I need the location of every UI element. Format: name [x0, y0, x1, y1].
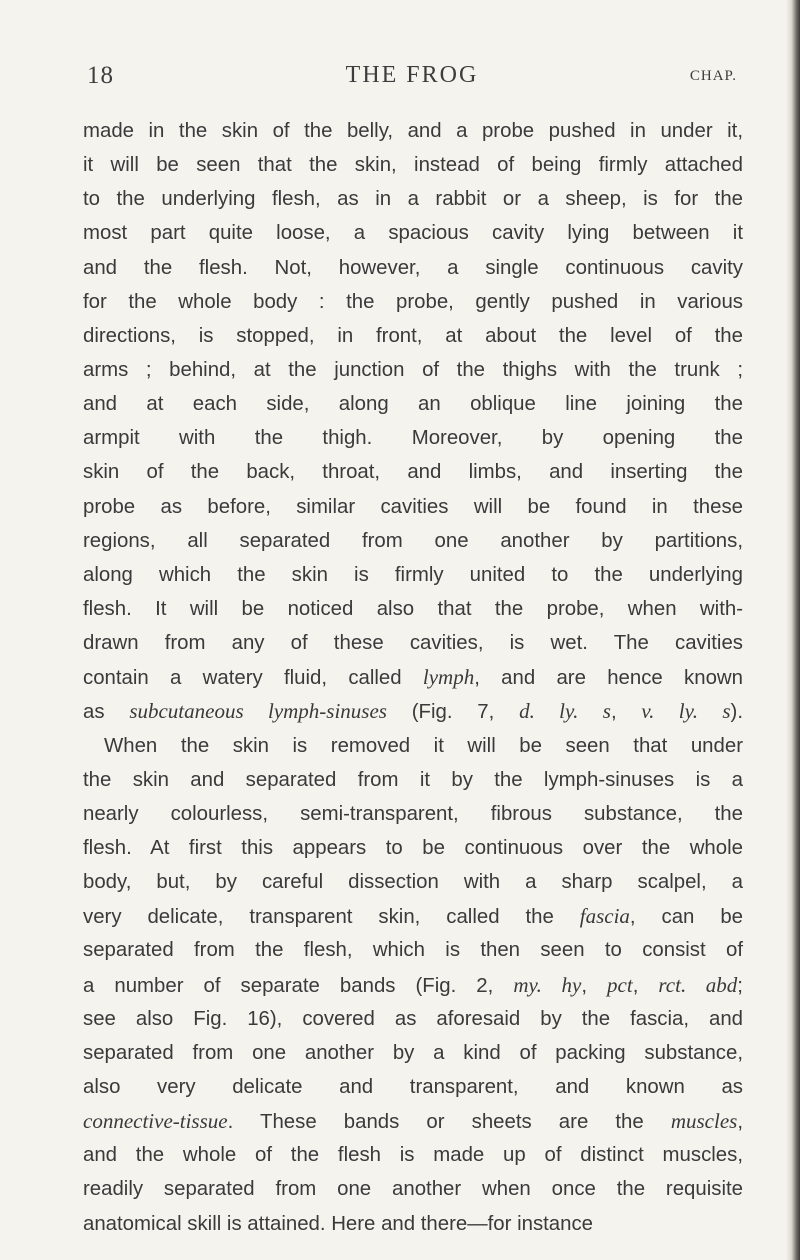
text-run: and the flesh. Not, however, a single continuous cavity [83, 256, 743, 279]
text-line [83, 933, 743, 967]
italic-term: lymph [422, 665, 475, 690]
text-line [83, 455, 743, 489]
italic-term: muscles [670, 1109, 738, 1134]
text-run: armpit with the thigh. Moreover, by opening the [83, 427, 743, 450]
text-run: flesh. It will be noticed also that the probe, when with- [83, 597, 743, 620]
text-line [83, 251, 743, 285]
text-line [83, 1036, 743, 1070]
italic-term: my. hy [513, 972, 582, 997]
text-line [83, 831, 743, 865]
text-line [83, 216, 743, 250]
running-title: THE FROG [345, 62, 479, 88]
italic-term: pct [607, 972, 633, 997]
page-header [87, 62, 737, 102]
text-line [83, 558, 743, 592]
text-run: separated from one another by a kind of packing substance, [83, 1041, 743, 1064]
text-line [83, 1207, 743, 1241]
text-run: a number of separate bands (Fig. 2, [83, 974, 514, 997]
text-run: regions, all separated from one another by partitions, [83, 529, 743, 552]
text-line [83, 660, 743, 694]
text-run: , [581, 974, 608, 997]
text-run: probe as before, similar cavities will be found in these [83, 495, 743, 518]
text-line [83, 1172, 743, 1206]
text-run: separated from the flesh, which is then seen to consist of [83, 939, 743, 962]
text-run: along which the skin is firmly united to the underlying [83, 563, 743, 586]
text-run: ). [730, 701, 743, 724]
text-line [83, 694, 743, 728]
text-line [83, 763, 743, 797]
page-edge-shadow [786, 0, 800, 1260]
text-run: contain a watery fluid, called [83, 667, 423, 690]
italic-term: connective-tissue [83, 1109, 228, 1134]
italic-term: d. ly. s [519, 699, 611, 724]
text-run: flesh. At first this appears to be continuous over the whole [83, 836, 743, 859]
text-run: see also Fig. 16), covered as aforesaid by the fascia, and [83, 1007, 743, 1030]
italic-term: subcutaneous lymph-sinuses [129, 699, 387, 724]
text-line [83, 421, 743, 455]
italic-term: fascia [579, 904, 630, 929]
text-run: the skin and separated from it by the lymph-sinuses is a [83, 768, 743, 791]
text-run: , [610, 701, 642, 724]
text-line [83, 797, 743, 831]
text-line [83, 285, 743, 319]
text-run: When the skin is removed it will be seen that under [104, 734, 743, 757]
text-run: body, but, by careful dissection with a sharp scalpel, a [83, 871, 743, 894]
italic-term: v. ly. s [641, 699, 731, 724]
text-run: arms ; behind, at the junction of the thighs with the trunk ; [83, 358, 743, 381]
text-line [83, 968, 743, 1002]
text-run: and at each side, along an oblique line joining the [83, 393, 743, 416]
text-run: , [737, 1111, 743, 1134]
body-text [83, 114, 743, 1241]
page-number: 18 [87, 62, 114, 89]
italic-term: rct. abd [658, 972, 738, 997]
text-run: made in the skin of the belly, and a probe pushed in under it, [83, 120, 743, 142]
text-run: drawn from any of these cavities, is wet. The cavities [83, 632, 743, 655]
text-line [83, 353, 743, 387]
text-run: skin of the back, throat, and limbs, and inserting the [83, 461, 743, 484]
text-run: , and are hence known [474, 667, 743, 690]
text-line [83, 387, 743, 421]
text-run: for the whole body : the probe, gently pushed in various [83, 290, 743, 313]
text-run: as [83, 701, 130, 724]
text-line [83, 1138, 743, 1172]
text-line [83, 626, 743, 660]
text-run: , [632, 974, 659, 997]
text-run: , can be [629, 906, 744, 929]
text-run: it will be seen that the skin, instead of being firmly attached [83, 154, 743, 177]
text-line [83, 114, 743, 148]
text-line [83, 899, 743, 933]
text-run: most part quite loose, a spacious cavity lying between it [83, 222, 743, 245]
text-run: also very delicate and transparent, and known as [83, 1075, 743, 1098]
text-run: to the underlying flesh, as in a rabbit or a sheep, is for the [83, 188, 743, 211]
text-line [83, 729, 743, 763]
text-line [83, 1002, 743, 1036]
text-line [83, 524, 743, 558]
text-line [83, 865, 743, 899]
text-run: and the whole of the flesh is made up of distinct muscles, [83, 1144, 743, 1167]
text-run: anatomical skill is attained. Here and there—for instance [83, 1212, 594, 1235]
text-run: ; [737, 974, 743, 997]
text-line [83, 592, 743, 626]
text-line [83, 1070, 743, 1104]
text-line [83, 1104, 743, 1138]
text-run: nearly colourless, semi-transparent, fibrous substance, the [83, 802, 743, 825]
text-run: directions, is stopped, in front, at about the level of the [83, 324, 743, 347]
text-run: . These bands or sheets are the [227, 1111, 671, 1134]
text-line [83, 182, 743, 216]
text-run: (Fig. 7, [386, 701, 520, 724]
text-run: very delicate, transparent skin, called the [83, 906, 580, 929]
text-line [83, 319, 743, 353]
chapter-mark: CHAP. [689, 68, 737, 84]
text-line [83, 148, 743, 182]
text-line [83, 490, 743, 524]
text-run: readily separated from one another when once the requisite [83, 1178, 743, 1201]
